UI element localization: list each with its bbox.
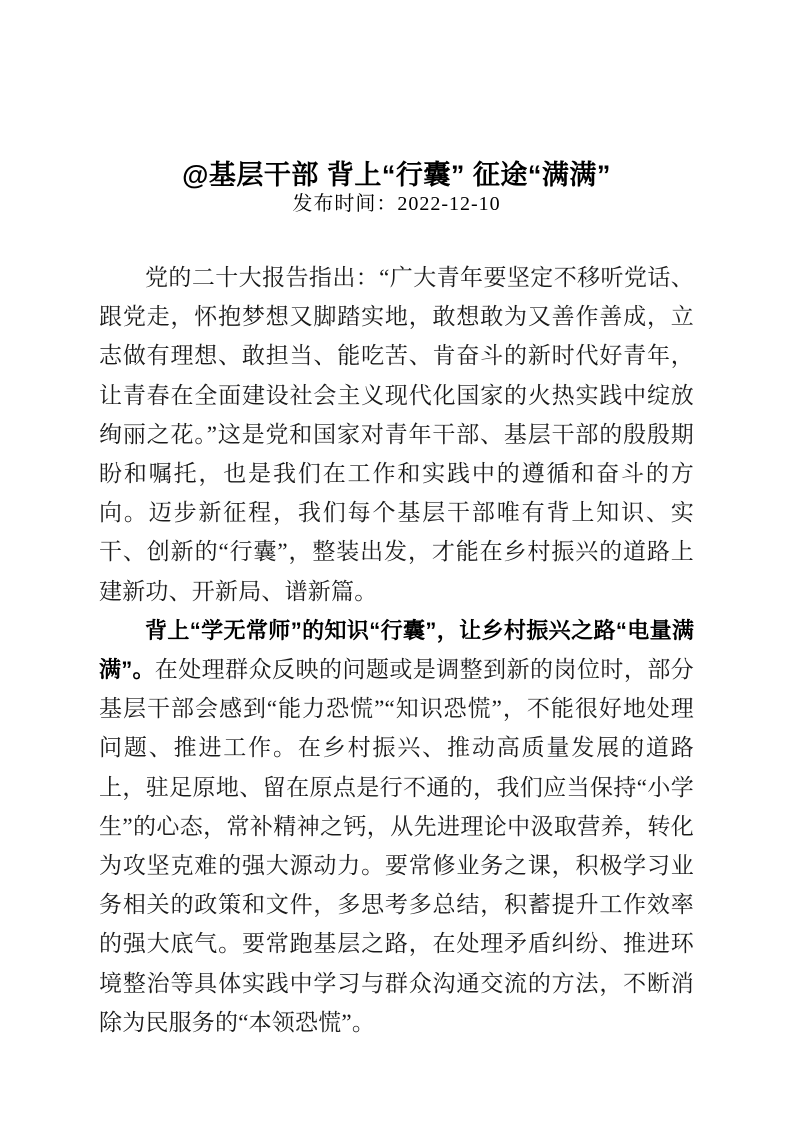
paragraph-text: 党的二十大报告指出：“广大青年要坚定不移听党话、跟党走，怀抱梦想又脚踏实地，敢想敢为又善作善成，立志做有理想、敢担当、能吃苦、肯奋斗的新时代好青年，让青春在全面建设社会主义现代化国家的火热实践中绽放绚丽之花。”这是党和国家对青年干部、基层干部的殷殷期盼和嘱托，也是我们在工作和实践中的遵循和奋斗的方向。迈步新征程，我们每个基层干部唯有背上知识、实干、创新的“行囊”，整装出发，才能在乡村振兴的道路上建新功、开新局、谱新篇。	[99, 265, 694, 604]
paragraph	[99, 258, 694, 611]
publish-date: 发布时间：2022-12-10	[292, 193, 501, 215]
paragraph-bold-lead: 背上“学无常师”的知识“行囊”，让乡村振兴之路“电量满满”。	[99, 617, 694, 683]
page-title: @基层干部 背上“行囊” 征途“满满”	[182, 160, 611, 191]
paragraph-text: 在处理群众反映的问题或是调整到新的岗位时，部分基层干部会感到“能力恐慌”“知识恐慌”，不能很好地处理问题、推进工作。在乡村振兴、推动高质量发展的道路上，驻足原地、留在原点是行不通的，我们应当保持“小学生”的心态，常补精神之钙，从先进理论中汲取营养，转化为攻坚克难的强大源动力。要常修业务之课，积极学习业务相关的政策和文件，多思考多总结，积蓄提升工作效率的强大底气。要常跑基层之路，在处理矛盾纠纷、推进环境整治等具体实践中学习与群众沟通交流的方法，不断消除为民服务的“本领恐慌”。	[99, 657, 694, 1035]
document-body	[99, 258, 694, 1042]
paragraph	[99, 611, 694, 1042]
